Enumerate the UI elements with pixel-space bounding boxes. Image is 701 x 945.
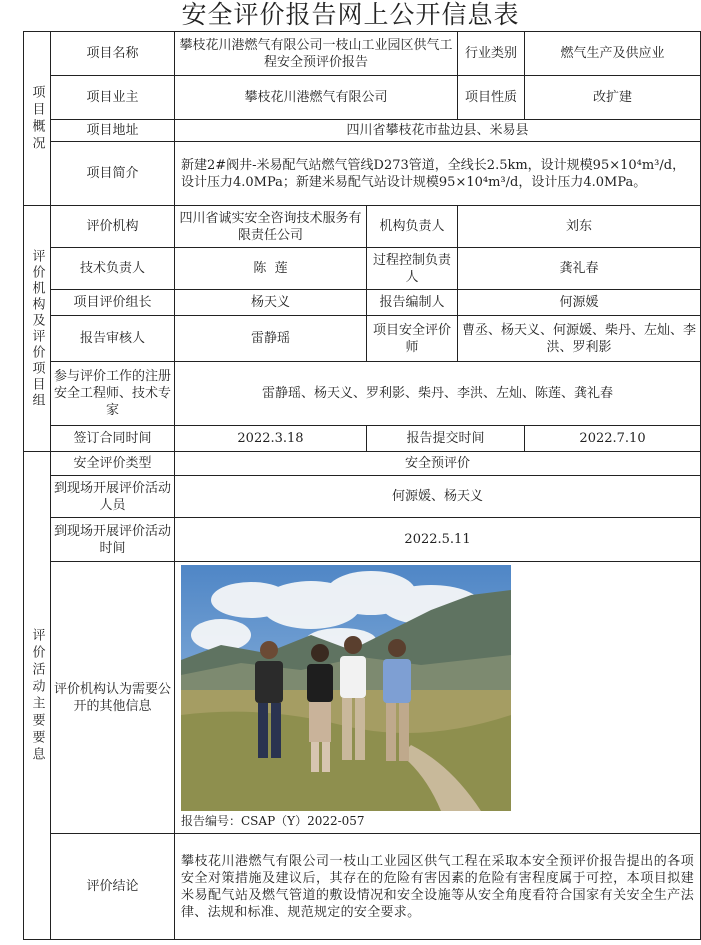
brief: 新建2#阀井-米易配气站燃气管线D273管道，全线长2.5km，设计规模95×10⁴m³/d，设计压力4.0MPa；新建米易配气站设计规模95×10⁴m³/d，设计压力4.0MPa。	[175, 142, 701, 206]
conclusion: 攀枝花川港燃气有限公司一枝山工业园区供气工程在采取本安全预评价报告提出的各项安全对策措施及建议后，其存在的危险有害因素的危险有害程度属于可控，本项目拟建米易配气站及燃气管道的敷设情况和安全设施等从安全角度看符合国家有关安全生产法律、法规和标准、规范规定的安全要求。	[175, 834, 701, 940]
project-name: 攀枝花川港燃气有限公司一枝山工业园区供气工程安全预评价报告	[175, 32, 458, 76]
site-people-label: 到现场开展评价活动人员	[51, 476, 175, 518]
owner: 攀枝花川港燃气有限公司	[175, 76, 458, 120]
site-photo	[181, 565, 511, 811]
site-time-label: 到现场开展评价活动时间	[51, 518, 175, 562]
org-label: 评价机构	[51, 206, 175, 248]
nature-label: 项目性质	[458, 76, 525, 120]
submit-label: 报告提交时间	[367, 426, 525, 452]
report-number: 报告编号：CSAP（Y）2022-057	[181, 814, 365, 828]
tech-head: 陈 莲	[175, 248, 367, 290]
industry-label: 行业类别	[458, 32, 525, 76]
type: 安全预评价	[175, 452, 701, 476]
type-label: 安全评价类型	[51, 452, 175, 476]
owner-label: 项目业主	[51, 76, 175, 120]
other-label: 评价机构认为需要公开的其他信息	[51, 562, 175, 834]
brief-label: 项目简介	[51, 142, 175, 206]
engineers: 雷静瑶、杨天义、罗利影、柴丹、李洪、左灿、陈莲、龚礼春	[175, 362, 701, 426]
conclusion-label: 评价结论	[51, 834, 175, 940]
section-agency: 评价机构及评价项目组	[24, 206, 51, 452]
process: 龚礼春	[458, 248, 701, 290]
reviewer-label: 报告审核人	[51, 316, 175, 362]
engineers-label: 参与评价工作的注册安全工程师、技术专家	[51, 362, 175, 426]
org-head-label: 机构负责人	[367, 206, 458, 248]
section-overview: 项目概况	[24, 32, 51, 206]
contract: 2022.3.18	[175, 426, 367, 452]
site-people: 何源媛、杨天义	[175, 476, 701, 518]
org-head: 刘东	[458, 206, 701, 248]
submit: 2022.7.10	[525, 426, 701, 452]
page-title: 安全评价报告网上公开信息表	[181, 0, 520, 29]
leader-label: 项目评价组长	[51, 290, 175, 316]
industry: 燃气生产及供应业	[525, 32, 701, 76]
writer-label: 报告编制人	[367, 290, 458, 316]
org: 四川省诚实安全咨询技术服务有限责任公司	[175, 206, 367, 248]
info-table	[23, 31, 701, 940]
nature: 改扩建	[525, 76, 701, 120]
contract-label: 签订合同时间	[51, 426, 175, 452]
writer: 何源媛	[458, 290, 701, 316]
section-activity: 评价活动主要要息	[24, 452, 51, 940]
address: 四川省攀枝花市盐边县、米易县	[175, 120, 701, 142]
address-label: 项目地址	[51, 120, 175, 142]
other-info	[175, 562, 701, 834]
process-label: 过程控制负责人	[367, 248, 458, 290]
project-name-label: 项目名称	[51, 32, 175, 76]
leader: 杨天义	[175, 290, 367, 316]
reviewer: 雷静瑶	[175, 316, 367, 362]
tech-head-label: 技术负责人	[51, 248, 175, 290]
assessors: 曹丞、杨天义、何源媛、柴丹、左灿、李洪、罗利影	[458, 316, 701, 362]
site-time: 2022.5.11	[175, 518, 701, 562]
assessors-label: 项目安全评价师	[367, 316, 458, 362]
